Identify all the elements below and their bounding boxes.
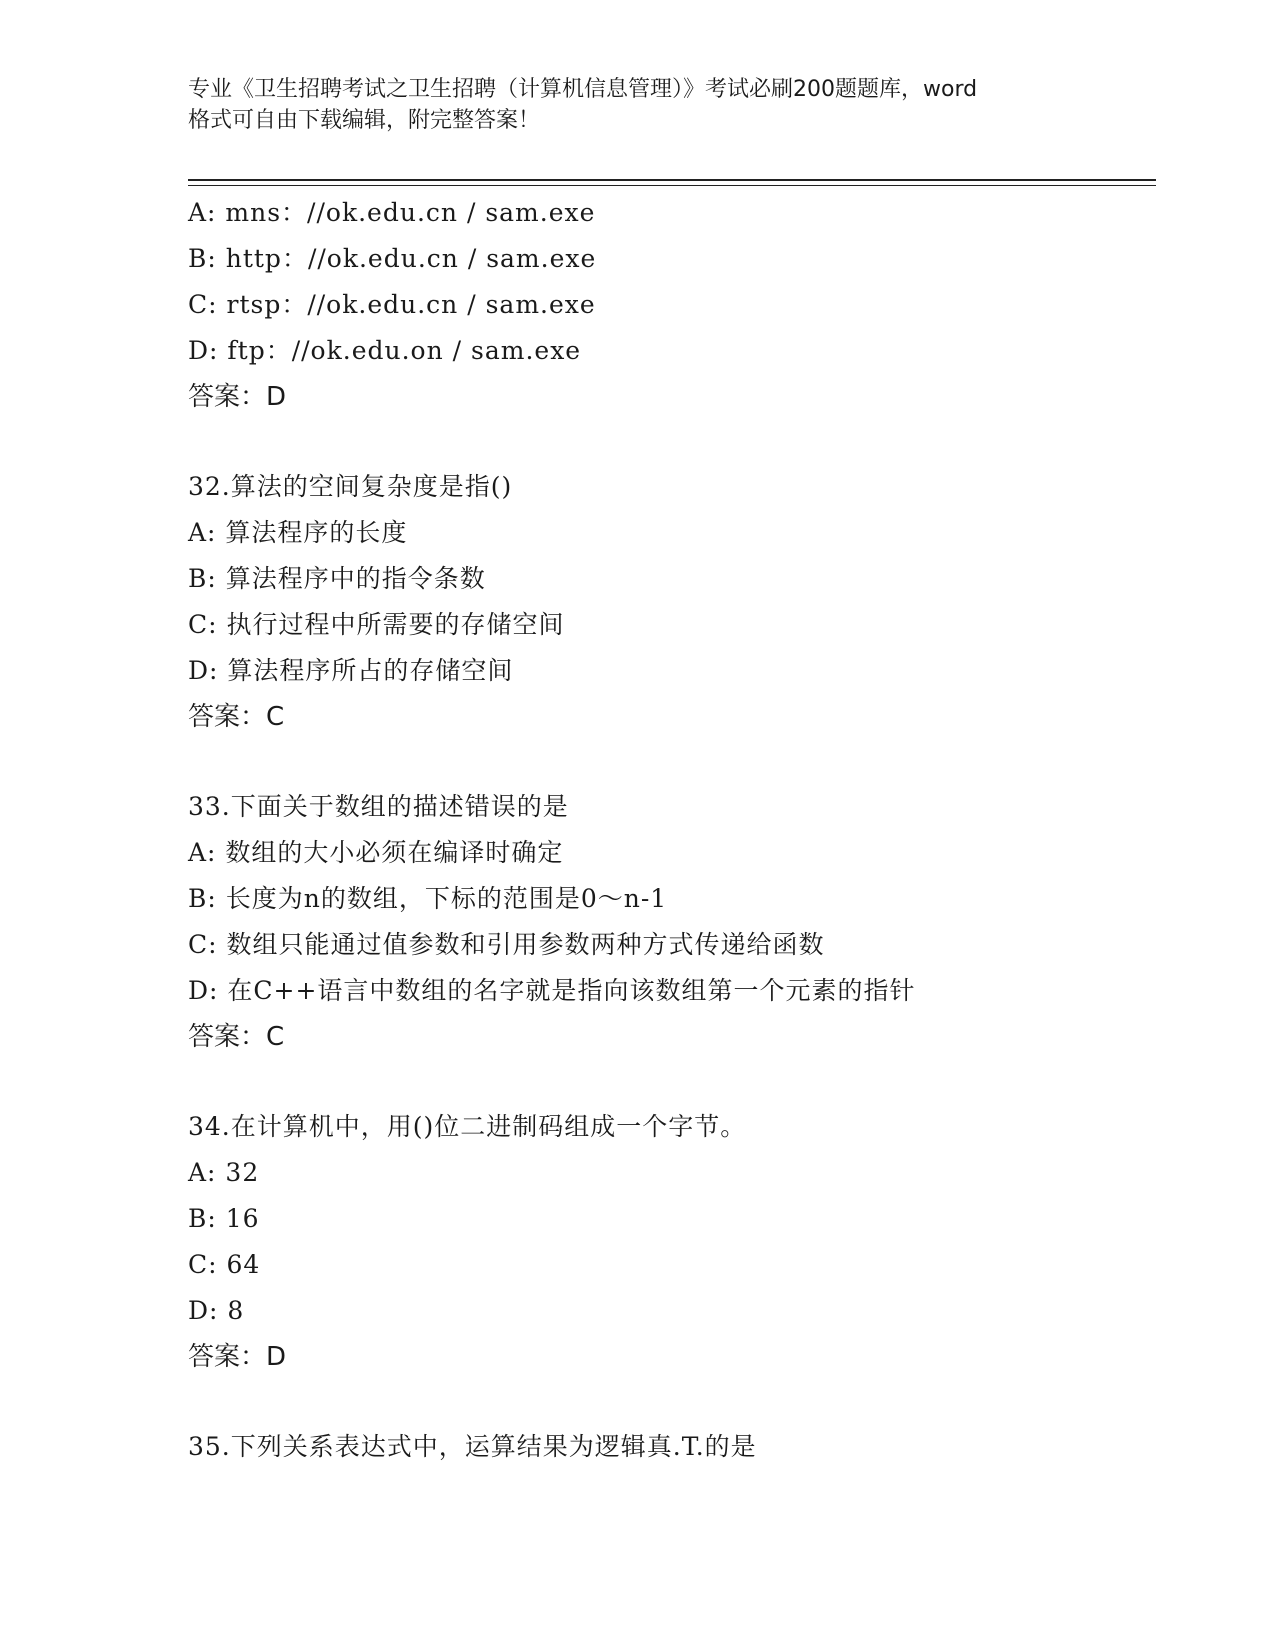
question-stem: 35.下列关系表达式中，运算结果为逻辑真.T.的是 [188,1432,757,1461]
question-32 [188,464,1156,740]
option-b: B: 长度为n的数组，下标的范围是0～n-1 [188,884,668,913]
option-d: D: 8 [188,1296,245,1325]
option-b: B: 算法程序中的指令条数 [188,564,486,593]
option-d: D: 在C++语言中数组的名字就是指向该数组第一个元素的指针 [188,976,916,1005]
option-b: B: http：//ok.edu.cn / sam.exe [188,244,597,273]
question-stem: 34.在计算机中，用()位二进制码组成一个字节。 [188,1112,747,1141]
document-header [188,74,1088,136]
header-divider-thin [188,185,1156,186]
question-31-continued [188,190,1156,420]
option-c: C: 数组只能通过值参数和引用参数两种方式传递给函数 [188,930,825,959]
option-d: D: 算法程序所占的存储空间 [188,656,514,685]
answer-line: 答案：C [188,1022,285,1052]
option-b: B: 16 [188,1204,260,1233]
option-a: A: 32 [188,1158,260,1187]
option-a: A: mns：//ok.edu.cn / sam.exe [188,198,596,227]
question-34 [188,1104,1156,1380]
question-35 [188,1424,1156,1470]
header-line-2: 格式可自由下载编辑，附完整答案！ [188,108,541,133]
header-line-1: 专业《卫生招聘考试之卫生招聘（计算机信息管理）》考试必刷200题题库，word [188,77,978,102]
option-a: A: 算法程序的长度 [188,518,408,547]
header-divider-thick [188,179,1156,181]
answer-line: 答案：D [188,1342,287,1372]
question-stem: 32.算法的空间复杂度是指() [188,472,513,501]
option-a: A: 数组的大小必须在编译时确定 [188,838,564,867]
option-c: C: rtsp：//ok.edu.cn / sam.exe [188,290,596,319]
question-stem: 33.下面关于数组的描述错误的是 [188,792,569,821]
question-list [188,190,1156,1470]
answer-line: 答案：C [188,702,285,732]
option-c: C: 执行过程中所需要的存储空间 [188,610,565,639]
question-33 [188,784,1156,1060]
option-d: D: ftp：//ok.edu.on / sam.exe [188,336,582,365]
option-c: C: 64 [188,1250,261,1279]
answer-line: 答案：D [188,382,287,412]
